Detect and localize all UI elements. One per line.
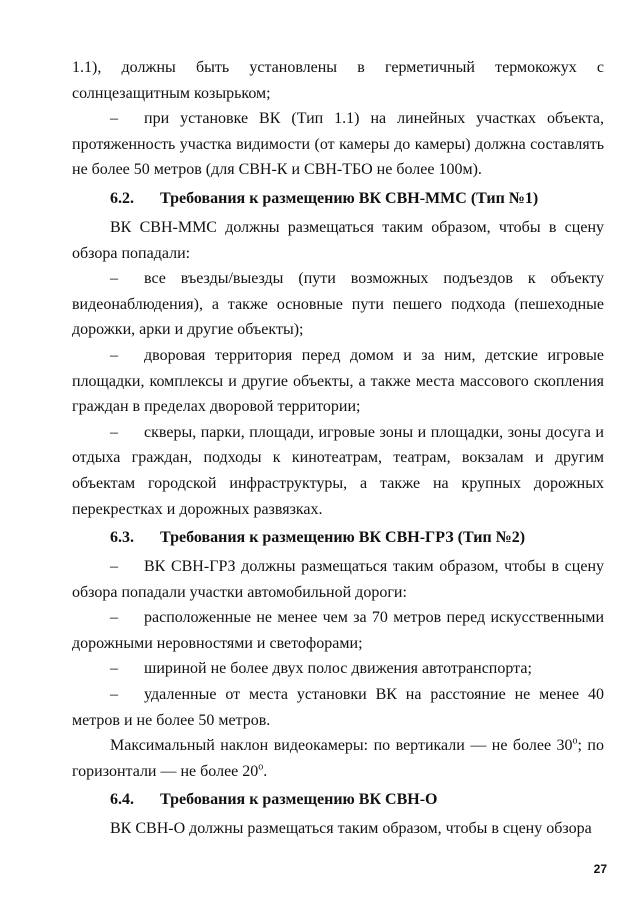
- section-title: Требования к размещению ВК СВН-О: [160, 791, 438, 809]
- paragraph: ВК СВН-ММС должны размещаться таким образом, чтобы в сцену обзора попадали:: [72, 218, 604, 262]
- section-title: Требования к размещению ВК СВН-ГРЗ (Тип №2): [160, 529, 526, 547]
- page-number: 27: [593, 862, 607, 876]
- section-heading-6-2: [72, 187, 604, 211]
- list-item: [72, 605, 604, 656]
- list-item-text: ВК СВН-ГРЗ должны размещаться таким образом, чтобы в сцену обзора попадали участки автомобильной дороги:: [72, 558, 604, 601]
- tilt-text-end: .: [263, 762, 268, 780]
- list-item-text: удаленные от места установки ВК на расстояние не менее 40 метров и не более 50 метров.: [72, 686, 604, 729]
- paragraph-continuation: 1.1), должны быть установлены в герметичный термокожух с солнцезащитным козырьком;: [72, 59, 604, 102]
- list-item: [72, 554, 604, 605]
- tilt-text-horizontal: ; по горизонтали — не более 20: [72, 737, 604, 780]
- list-item-text: расположенные не менее чем за 70 метров перед искусственными дорожными неровностями и светофорами;: [72, 609, 604, 652]
- list-item-text: все въезды/выезды (пути возможных подъездов к объекту видеонаблюдения), а также основные пути пешего подхода (пешеходные дорожки, арки и другие объекты);: [72, 270, 604, 339]
- section-title: Требования к размещению ВК СВН-ММС (Тип №1): [160, 189, 539, 207]
- degree-mark: o: [572, 735, 578, 747]
- dash-marker: –: [110, 423, 118, 441]
- paragraph: ВК СВН-О должны размещаться таким образом, чтобы в сцену обзора: [110, 820, 592, 838]
- dash-marker: –: [110, 346, 118, 364]
- list-item: [72, 420, 604, 522]
- document-body: [72, 55, 604, 842]
- dash-marker: –: [110, 609, 118, 627]
- section-number: 6.3.: [110, 529, 134, 547]
- list-item: [72, 106, 604, 183]
- list-item: [72, 656, 604, 682]
- section-number: 6.2.: [110, 189, 134, 207]
- section-number: 6.4.: [110, 791, 134, 809]
- dash-marker: –: [110, 110, 118, 128]
- list-item-text: при установке ВК (Тип 1.1) на линейных участках объекта, протяженность участка видимости (от камеры до камеры) должна составлять не более 50 метров (для СВН-К и СВН-ТБО не более 100м).: [72, 110, 604, 179]
- dash-marker: –: [110, 660, 118, 678]
- list-item: [72, 682, 604, 733]
- section-heading-6-4: [72, 788, 604, 812]
- tilt-text-vertical: Максимальный наклон видеокамеры: по вертикали — не более 30: [110, 737, 573, 755]
- section-heading-6-3: [72, 526, 604, 550]
- dash-marker: –: [110, 558, 118, 576]
- list-item-text: скверы, парки, площади, игровые зоны и площадки, зоны досуга и отдыха граждан, подходы к кинотеатрам, театрам, вокзалам и другим объектам городской инфраструктуры, а также на крупных дорожных перекрестках и дорожных развязках.: [72, 423, 604, 518]
- list-item: [72, 343, 604, 420]
- list-item-text: дворовая территория перед домом и за ним, детские игровые площадки, комплексы и другие объекты, а также места массового скопления граждан в пределах дворовой территории;: [72, 346, 604, 416]
- dash-marker: –: [110, 270, 118, 288]
- list-item: [72, 266, 604, 343]
- dash-marker: –: [110, 686, 118, 704]
- degree-mark: o: [258, 761, 264, 773]
- paragraph-camera-tilt: [72, 733, 604, 784]
- list-item-text: шириной не более двух полос движения автотранспорта;: [144, 660, 532, 678]
